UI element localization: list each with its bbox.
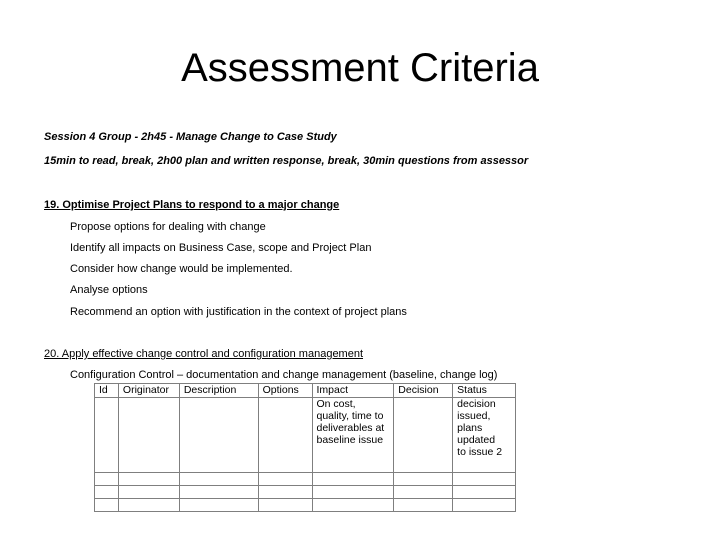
table-cell	[95, 499, 119, 512]
change-log-table	[94, 383, 516, 512]
column-header-decision: Decision	[394, 384, 453, 398]
table-cell	[394, 398, 453, 473]
section-19-item: Propose options for dealing with change	[70, 221, 266, 233]
section-20-item: Configuration Control – documentation and change management (baseline, change log)	[70, 369, 498, 381]
table-row	[95, 486, 516, 499]
impact-cell: On cost, quality, time to deliverables at baseline issue	[312, 398, 394, 473]
column-header-id: Id	[95, 384, 119, 398]
section-19-item: Consider how change would be implemented.	[70, 263, 293, 275]
table-row	[95, 473, 516, 486]
table-cell	[312, 473, 394, 486]
section-19-item: Identify all impacts on Business Case, scope and Project Plan	[70, 242, 372, 254]
table-cell	[394, 473, 453, 486]
table-cell	[118, 473, 179, 486]
column-header-options: Options	[258, 384, 312, 398]
table-cell	[312, 486, 394, 499]
table-cell	[258, 473, 312, 486]
table-cell	[95, 486, 119, 499]
table-cell	[394, 499, 453, 512]
table-cell	[95, 398, 119, 473]
table-cell	[312, 499, 394, 512]
change-log-header-row	[95, 384, 516, 398]
table-cell	[118, 398, 179, 473]
timing-line: 15min to read, break, 2h00 plan and written response, break, 30min questions from assessor	[44, 155, 529, 167]
table-cell	[258, 486, 312, 499]
table-cell	[95, 473, 119, 486]
column-header-description: Description	[179, 384, 258, 398]
table-cell	[179, 499, 258, 512]
section-20-heading: 20. Apply effective change control and configuration management	[44, 348, 364, 360]
table-cell	[453, 473, 516, 486]
section-19-item: Recommend an option with justification in the context of project plans	[70, 306, 407, 318]
table-cell	[179, 486, 258, 499]
status-cell: decision issued, plans updated to issue 2	[453, 398, 516, 473]
column-header-status: Status	[453, 384, 516, 398]
table-cell	[179, 398, 258, 473]
table-cell	[453, 486, 516, 499]
table-cell	[394, 486, 453, 499]
table-row	[95, 499, 516, 512]
table-cell	[258, 398, 312, 473]
column-header-originator: Originator	[118, 384, 179, 398]
table-cell	[453, 499, 516, 512]
table-cell	[118, 499, 179, 512]
table-cell	[258, 499, 312, 512]
section-19-item: Analyse options	[70, 284, 148, 296]
table-cell	[118, 486, 179, 499]
table-row	[95, 398, 516, 473]
table-cell	[179, 473, 258, 486]
section-19-heading: 19. Optimise Project Plans to respond to a major change	[44, 199, 340, 211]
slide-title: Assessment Criteria	[181, 46, 539, 90]
column-header-impact: Impact	[312, 384, 394, 398]
session-line: Session 4 Group - 2h45 - Manage Change to Case Study	[44, 131, 337, 143]
